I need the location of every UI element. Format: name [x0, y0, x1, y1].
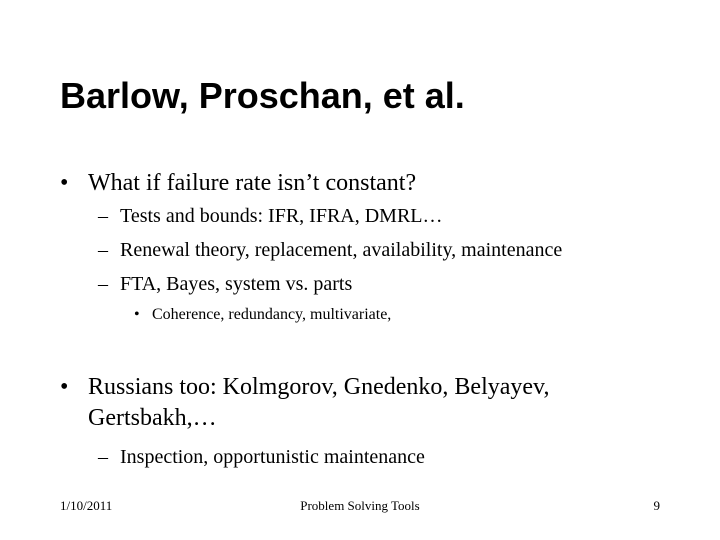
bullet-text: What if failure rate isn’t constant?	[88, 170, 417, 196]
dash-marker: –	[98, 273, 108, 295]
footer-date: 1/10/2011	[60, 498, 113, 513]
sub-bullet-text: Inspection, opportunistic maintenance	[120, 446, 425, 468]
bullet-text-line2: Gertsbakh,…	[88, 405, 217, 431]
bullet-marker: •	[60, 170, 69, 196]
dash-marker: –	[98, 446, 108, 468]
bullet-marker: •	[60, 374, 69, 400]
sub-sub-bullet-text: Coherence, redundancy, multivariate,	[152, 306, 392, 323]
footer-title: Problem Solving Tools	[300, 498, 420, 513]
bullet-text-line1: Russians too: Kolmgorov, Gnedenko, Belyayev,	[88, 374, 550, 400]
sub-bullet-text: Renewal theory, replacement, availability, maintenance	[120, 239, 563, 261]
dash-marker: –	[98, 239, 108, 261]
bullet-marker: •	[134, 306, 140, 323]
dash-marker: –	[98, 205, 108, 227]
page-number: 9	[653, 498, 660, 513]
sub-bullet-text: Tests and bounds: IFR, IFRA, DMRL…	[120, 205, 443, 227]
sub-bullet-text: FTA, Bayes, system vs. parts	[120, 273, 353, 295]
slide-title: Barlow, Proschan, et al.	[60, 75, 465, 116]
